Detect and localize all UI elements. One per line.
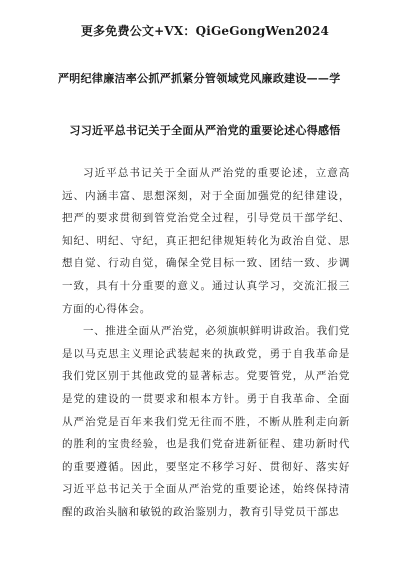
body-paragraph-intro: 习近平总书记关于全面从严治党的重要论述，立意高远、内涵丰富、思想深刻，对于全面加强党的纪律建设，把严的要求贯彻到管党治党全过程，引导党员干部学纪、知纪、明纪、守纪，真正把纪律规矩转化为政治自觉、思想自觉、行动自觉，确保全党目标一致、团结一致、步调一致，具有十分重要的意义。通过认真学习，交流汇报三方面的心得体会。 xyxy=(62,167,350,315)
document-title-line-2: 习习近平总书记关于全面从严治党的重要论述心得感悟 xyxy=(69,124,341,137)
document-body xyxy=(62,162,350,524)
promo-header: 更多免费公文+VX：QiGeGongWen2024 xyxy=(80,24,330,38)
document-title-line-1: 严明纪律廉洁率公抓严抓紧分管领域党风廉政建设——学 xyxy=(58,72,341,85)
body-paragraph-section-1: 一、推进全面从严治党，必须旗帜鲜明讲政治。我们党是以马克思主义理论武装起来的执政党，勇于自我革命是我们党区别于其他政党的显著标志。党要管党，从严治党是党的建设的一贯要求和根本方针。勇于自我革命、全面从严治党是百年来我们党无往而不胜，不断从胜利走向新的胜利的宝贵经验，也是我们党奋进新征程、建功新时代的重要遵循。因此，要坚定不移学习好、贯彻好、落实好习近平总书记关于全面从严治党的重要论述，始终保持清醒的政治头脑和敏锐的政治鉴别力，教育引导党员干部忠 xyxy=(62,325,350,518)
